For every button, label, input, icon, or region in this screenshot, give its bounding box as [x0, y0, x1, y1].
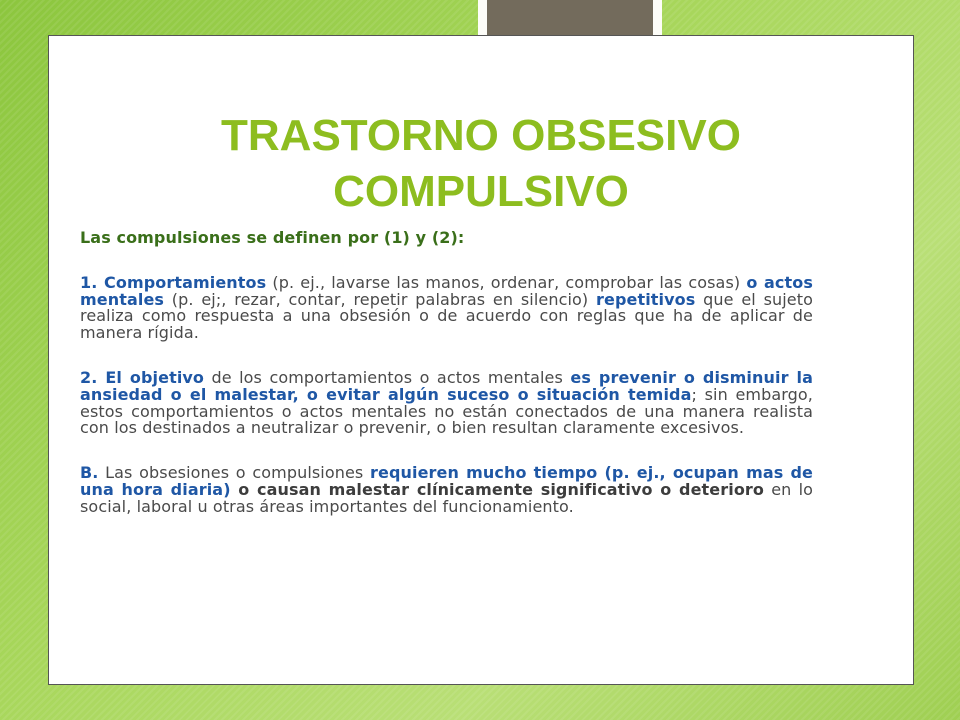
p3-strong-3: o causan malestar clínicamente significativo o deterioro	[230, 479, 765, 499]
p1-strong-2: o actos mentales	[80, 272, 813, 309]
p1-strong-1: 1. Comportamientos	[80, 272, 267, 292]
slide-body	[80, 230, 813, 516]
title-line-1: TRASTORNO OBSESIVO	[221, 111, 741, 160]
p1-text-2: (p. ej;, rezar, contar, repetir palabras en silencio)	[164, 289, 597, 309]
p2-strong-1: 2. El objetivo	[80, 367, 205, 387]
paragraph-1	[80, 272, 813, 343]
p3-text-1: Las obsesiones o compulsiones	[98, 463, 371, 483]
lead-sentence: Las compulsiones se definen por (1) y (2):	[80, 228, 465, 247]
paragraph-3	[80, 465, 813, 515]
p1-text-1: (p. ej., lavarse las manos, ordenar, comprobar las cosas)	[266, 272, 747, 292]
p3-strong-2: requieren mucho tiempo (p. ej., ocupan mas de una hora diaria)	[80, 463, 813, 499]
p2-text-1: de los comportamientos o actos mentales	[204, 367, 571, 387]
paragraph-2	[80, 367, 813, 438]
slide-title	[49, 108, 913, 220]
title-line-2: COMPULSIVO	[333, 167, 629, 216]
p3-text-2: en lo social, laboral u otras áreas importantes del funcionamiento.	[80, 479, 814, 516]
p2-strong-2: es prevenir o disminuir la ansiedad o el malestar, o evitar algún suceso o situación temida	[80, 367, 813, 404]
p1-strong-3: repetitivos	[596, 289, 696, 309]
p2-text-2: ; sin embargo, estos comportamientos o actos mentales no están conectados de una manera realista con los destinados a neutralizar o prevenir, o bien resultan claramente excesivos.	[80, 384, 813, 438]
p3-strong-1: B.	[80, 463, 99, 483]
p1-text-3: que el sujeto realiza como respuesta a una obsesión o de acuerdo con reglas que ha de aplicar de manera rígida.	[80, 289, 813, 343]
